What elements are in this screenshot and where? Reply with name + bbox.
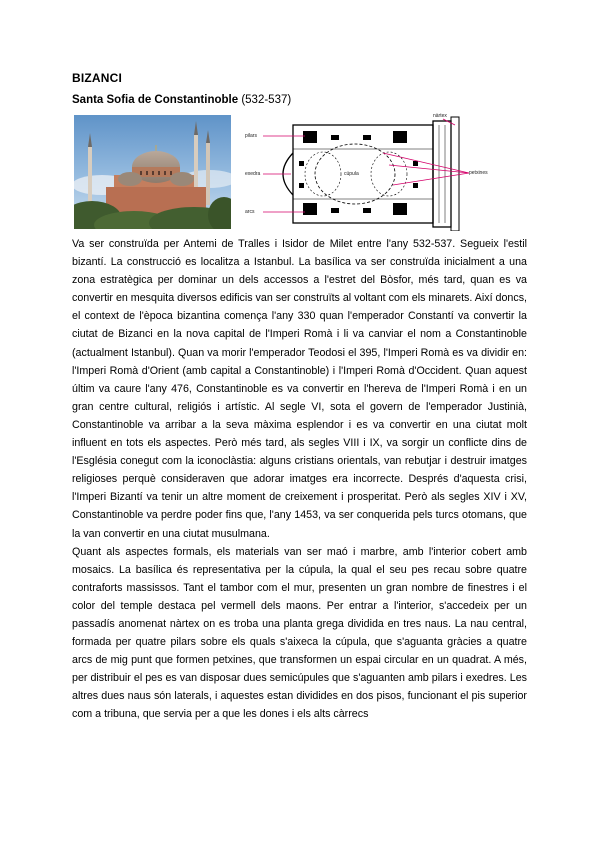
page-title: BIZANCI [72, 71, 123, 85]
paragraph-formal-aspects: Quant als aspectes formals, els materials van ser maó i marbre, amb l'interior cobert amb mosaics. La basílica és representativa per la cúpula, la qual el seu pes recau sobre quatre contraforts massissos. Tant el tambor com el mur, presenten un gran nombre de finestres i el color del temple destaca pel vermell dels maons. Per entrar a l'interior, s'accedeix per un passadís anomenat nàrtex on es troba una planta grega dividida en tres naus. La nau central, formada per quatre pilars sobre els quals s'aixeca la cúpula, que s'aguanta gràcies a quatre arcs de mig punt que formen petxines, que transformen un espai circular en un quadrat. A més, per distribuir el pes es van disposar dues semicúpules que s'aguanten amb pilars i exedres. Les altres dues naus són laterals, i aquestes estan dividides en dos pisos, funcionant el pis superior com a tribuna, que servia per a que les dones i els alts càrrecs [72, 545, 527, 721]
label-cupula: cúpula [344, 171, 359, 177]
label-nartex: nàrtex [433, 113, 447, 119]
monument-name: Santa Sofia de Constantinoble [72, 94, 239, 106]
subtitle [72, 94, 291, 106]
hagia-sophia-photo [74, 115, 231, 229]
floor-plan-diagram [243, 113, 493, 231]
body-text [72, 235, 527, 724]
label-arcs: arcs [245, 209, 255, 215]
label-petxines: petxines [469, 170, 488, 176]
paragraph-context: Va ser construïda per Antemi de Tralles i Isidor de Milet entre l'any 532-537. Segueix l'estil bizantí. La construcció es localitza a Istanbul. La basílica va ser construïda inicialment a una zona estratègica per dominar un dels accessos a l'estret del Bòsfor, més tard, quan es va convertir en mesquita diversos edificis van ser construïts al voltant com els minarets. Així doncs, el context de l'època bizantina comença l'any 330 quan l'emperador Constantí va convertir la ciutat de Bizanci en la nova capital de l'Imperi Romà i li va canviar el nom a Constantinoble (actualment Istanbul). Quan va morir l'emperador Teodosi el 395, l'Imperi Romà es va dividir en: l'Imperi Romà d'Orient (amb capital a Constantinoble) i l'Imperi Romà d'Occident. Quan aquest últim va caure l'any 476, Constantinoble es va convertir en l'hereva de l'Imperi Romà i en un gran centre cultural, religiós i artístic. Al segle VI, sota el govern de l'emperador Justinià, Constantinoble va arribar a la seva màxima esplendor i es va convertir en una ciutat molt influent en tots els aspectes. Però més tard, als segles VIII i IX, va sorgir un conflicte dins de l'Església conegut com la iconoclàstia: alguns cristians orientals, van rebutjar i destruir imatges religioses perquè consideraven que adorar imatges era incorrecte. Després d'aquesta crisi, l'Imperi Bizantí va tenir un altre moment de creixement i prosperitat. Però als segles XIV i XV, Constantinoble va perdre poder fins que, l'any 1453, va ser conquerida pels turcs otomans, que la van convertir en una ciutat musulmana. [72, 238, 528, 540]
monument-dates: (532-537) [238, 94, 292, 106]
label-exedra: exedra [245, 171, 261, 177]
label-pilars: pilars [245, 133, 257, 139]
